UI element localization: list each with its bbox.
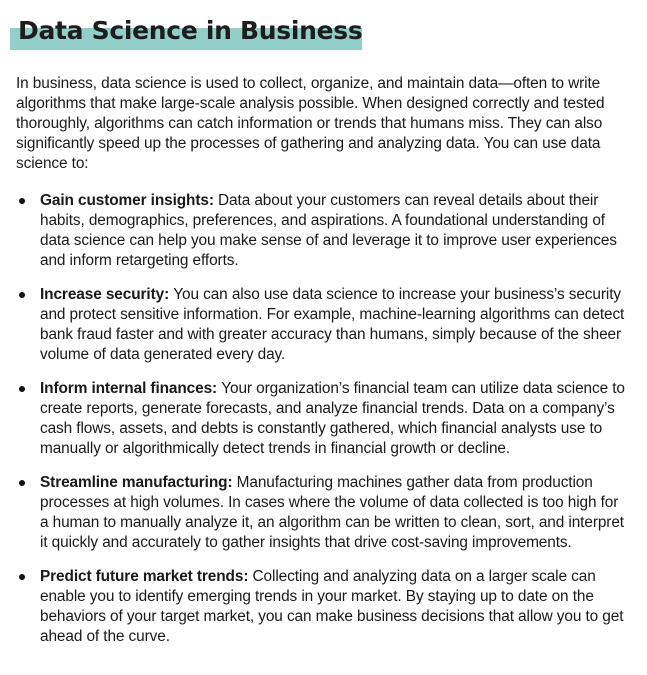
item-term: Streamline manufacturing: [40, 474, 237, 491]
list-item [16, 473, 629, 553]
bullet-dot-icon [19, 574, 25, 580]
intro-paragraph: In business, data science is used to collect, organize, and maintain data—often to write algorithms that make large-scale analysis possible. When designed correctly and tested thoroughly, algorithms can catch information or trends that humans miss. They can also significantly speed up the processes of gathering and analyzing data. You can use data science to: [16, 75, 605, 172]
bullet-dot-icon [19, 198, 25, 204]
list-item [16, 191, 629, 271]
list-item [16, 567, 629, 647]
bullet-dot-icon [19, 386, 25, 392]
bullet-dot-icon [19, 292, 25, 298]
bullet-dot-icon [19, 480, 25, 486]
item-text: Data about your customers can reveal details about their habits, demographics, preferences, and aspirations. A foundational understanding of data science can help you make sense of and leverage it to improve user experiences and inform retargeting efforts. [40, 192, 617, 269]
item-term: Inform internal finances: [40, 380, 222, 397]
title-block [16, 14, 362, 54]
list-item [16, 285, 629, 365]
list-item [16, 379, 629, 459]
item-text: You can also use data science to increase your business’s security and protect sensitive information. For example, machine-learning algorithms can detect bank fraud faster and with greater accuracy than humans, simply because of the sheer volume of data generated every day. [40, 286, 625, 363]
benefits-list [16, 191, 629, 647]
page-title: Data Science in Business [18, 16, 363, 45]
item-text: Collecting and analyzing data on a larger scale can enable you to identify emerging trends in your market. By staying up to date on the behaviors of your target market, you can make business decisions that allow you to get ahead of the curve. [40, 568, 624, 645]
item-term: Predict future market trends: [40, 568, 253, 585]
item-term: Gain customer insights: [40, 192, 219, 209]
item-text: Manufacturing machines gather data from production processes at high volumes. In cases where the volume of data collected is too high for a human to manually analyze it, an algorithm can be written to clean, sort, and interpret it quickly and accurately to gather insights that drive cost-saving improvements. [40, 474, 624, 551]
item-text: Your organization’s financial team can utilize data science to create reports, generate forecasts, and analyze financial trends. Data on a company’s cash flows, assets, and debts is constantly gathered, which financial analysts use to manually or algorithmically detect trends in financial growth or decline. [40, 380, 625, 457]
item-term: Increase security: [40, 286, 174, 303]
